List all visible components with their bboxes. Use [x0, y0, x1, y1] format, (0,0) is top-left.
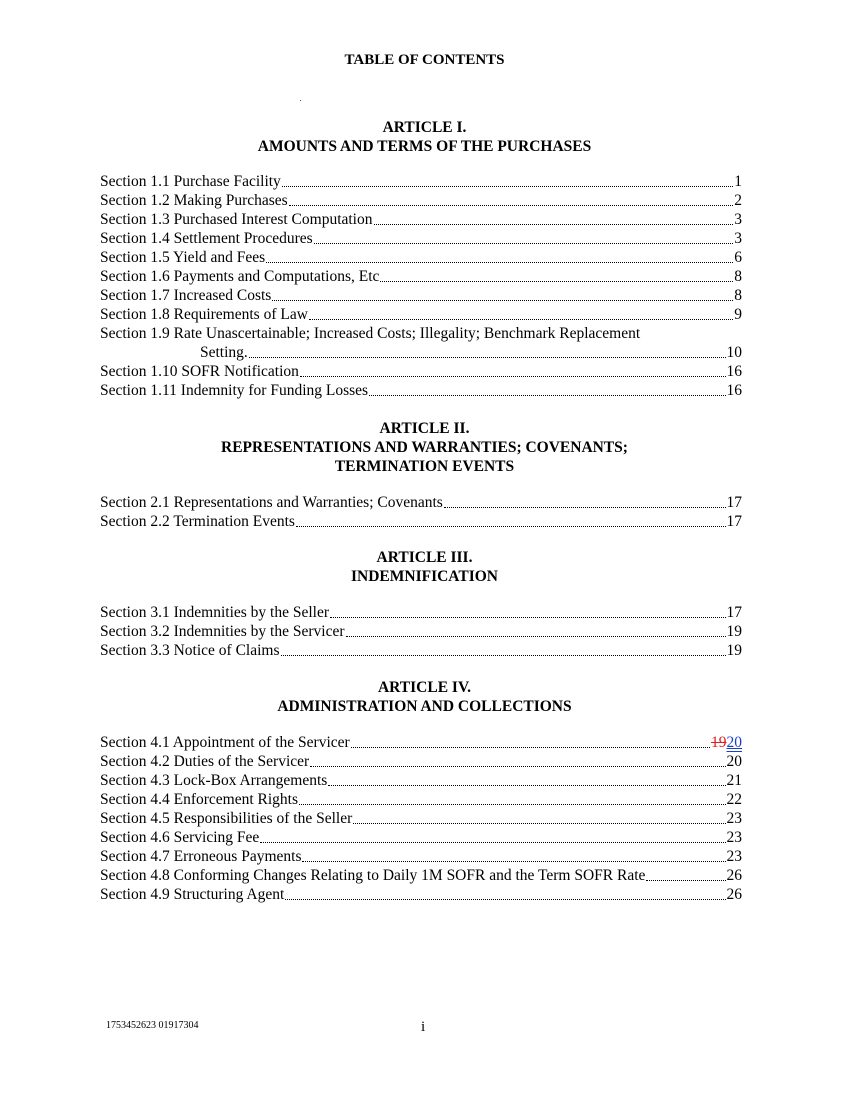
- toc-entry-label: Section 4.5 Responsibilities of the Seller: [100, 810, 353, 827]
- toc-entry[interactable]: [100, 641, 742, 660]
- toc-entry-page: 1: [734, 173, 742, 190]
- article-title: AMOUNTS AND TERMS OF THE PURCHASES: [257, 138, 592, 155]
- toc-entry-page: 8: [734, 268, 742, 285]
- article-title-continued: TERMINATION EVENTS: [334, 458, 515, 475]
- dot-leader: [646, 879, 725, 881]
- toc-entry[interactable]: [100, 771, 742, 790]
- article-title: ADMINISTRATION AND COLLECTIONS: [277, 698, 572, 715]
- toc-entry-label: Section 3.1 Indemnities by the Seller: [100, 604, 330, 621]
- toc-entry-page: 26: [726, 867, 742, 884]
- toc-entry[interactable]: [100, 512, 742, 531]
- article-number: ARTICLE IV.: [377, 679, 472, 696]
- toc-entry-page: 23: [726, 829, 742, 846]
- toc-entry-page: 17: [726, 604, 742, 621]
- toc-entry-label: Section 1.2 Making Purchases: [100, 192, 288, 209]
- toc-entry-page: 16: [726, 363, 742, 380]
- article-number: ARTICLE III.: [376, 549, 473, 566]
- dot-leader: [300, 375, 726, 377]
- page-title: TABLE OF CONTENTS: [344, 52, 505, 68]
- article-number: ARTICLE I.: [382, 119, 467, 136]
- toc-entry-label: Section 4.8 Conforming Changes Relating to Daily 1M SOFR and the Term SOFR Rate: [100, 867, 646, 884]
- toc-entry-page: 2: [734, 192, 742, 209]
- dot-leader: [330, 616, 725, 618]
- dot-leader: [281, 654, 726, 656]
- toc-entry-label: Section 2.2 Termination Events: [100, 513, 295, 530]
- toc-entry-label: Section 1.8 Requirements of Law: [100, 306, 308, 323]
- toc-entry[interactable]: [100, 603, 742, 622]
- article-3-entries: [100, 603, 742, 660]
- toc-entry[interactable]: [100, 809, 742, 828]
- article-1-heading: [0, 118, 849, 156]
- toc-entry[interactable]: [100, 172, 742, 191]
- toc-entry-label: Section 1.5 Yield and Fees: [100, 249, 266, 266]
- dot-leader: [249, 356, 726, 358]
- dot-leader: [380, 280, 733, 282]
- toc-entry-label: Section 1.4 Settlement Procedures: [100, 230, 313, 247]
- dot-leader: [310, 765, 725, 767]
- toc-entry-page: 17: [726, 494, 742, 511]
- dot-leader: [346, 635, 726, 637]
- toc-entry-label: Section 1.1 Purchase Facility: [100, 173, 281, 190]
- toc-entry[interactable]: [100, 847, 742, 866]
- toc-entry[interactable]: [100, 267, 742, 286]
- toc-entry-page: 8: [734, 287, 742, 304]
- article-2-entries: [100, 493, 742, 531]
- page-number: i: [421, 1019, 426, 1035]
- article-4-heading: [0, 678, 849, 716]
- toc-entry-page: 19: [726, 642, 742, 659]
- document-id: 1753452623 01917304: [106, 1020, 199, 1031]
- toc-entry-page: 10: [726, 344, 742, 361]
- toc-entry-page: 20: [726, 753, 742, 770]
- toc-entry[interactable]: [100, 229, 742, 248]
- dot-leader: [374, 223, 734, 225]
- toc-entry[interactable]: [100, 866, 742, 885]
- dot-leader: [302, 860, 725, 862]
- article-2-heading: [0, 419, 849, 476]
- toc-entry-page-tracked: [711, 733, 742, 752]
- toc-entry-page: 23: [726, 848, 742, 865]
- toc-entry-page: 9: [734, 306, 742, 323]
- inserted-page-number: 20: [726, 734, 742, 751]
- toc-entry-page: 3: [734, 230, 742, 247]
- toc-entry[interactable]: [100, 790, 742, 809]
- article-3-heading: [0, 548, 849, 586]
- dot-leader: [260, 841, 725, 843]
- toc-entry-label: Section 1.11 Indemnity for Funding Losses: [100, 382, 369, 399]
- toc-entry-label: Section 4.2 Duties of the Servicer: [100, 753, 310, 770]
- toc-entry-page: 22: [726, 791, 742, 808]
- toc-entry[interactable]: [100, 381, 742, 400]
- toc-entry-page: 17: [726, 513, 742, 530]
- dot-leader: [328, 784, 725, 786]
- dot-leader: [285, 898, 725, 900]
- toc-entry-label: Section 4.3 Lock-Box Arrangements: [100, 772, 328, 789]
- dot-leader: [351, 746, 710, 748]
- toc-entry[interactable]: [100, 362, 742, 381]
- dot-leader: [266, 261, 733, 263]
- toc-entry-label: Section 2.1 Representations and Warranties; Covenants: [100, 494, 443, 511]
- article-title: REPRESENTATIONS AND WARRANTIES; COVENANTS;: [221, 439, 628, 456]
- toc-entry[interactable]: [100, 248, 742, 267]
- stray-mark: [300, 100, 301, 101]
- toc-entry-label: Section 4.4 Enforcement Rights: [100, 791, 299, 808]
- toc-entry[interactable]: [100, 191, 742, 210]
- dot-leader: [353, 822, 725, 824]
- toc-entry-label: Section 1.7 Increased Costs: [100, 287, 272, 304]
- toc-entry-page: 26: [726, 886, 742, 903]
- article-4-entries: [100, 733, 742, 904]
- toc-entry-page: 21: [726, 772, 742, 789]
- toc-entry-label: Section 1.9 Rate Unascertainable; Increased Costs; Illegality; Benchmark Replacement: [100, 325, 641, 342]
- dot-leader: [369, 394, 725, 396]
- toc-entry-label-continued: Setting.: [200, 344, 248, 361]
- toc-entry[interactable]: [100, 885, 742, 904]
- toc-entry-label: Section 1.6 Payments and Computations, Etc: [100, 268, 380, 285]
- deleted-page-number: 19: [711, 734, 727, 751]
- dot-leader: [296, 525, 726, 527]
- toc-entry-page: 3: [734, 211, 742, 228]
- toc-entry-label: Section 4.6 Servicing Fee: [100, 829, 260, 846]
- toc-entry-page: 23: [726, 810, 742, 827]
- toc-entry-label: Section 3.2 Indemnities by the Servicer: [100, 623, 345, 640]
- toc-entry-label: Section 4.7 Erroneous Payments: [100, 848, 302, 865]
- dot-leader: [309, 318, 733, 320]
- toc-entry-page: 16: [726, 382, 742, 399]
- toc-entry-page: 19: [726, 623, 742, 640]
- dot-leader: [289, 204, 734, 206]
- toc-entry[interactable]: [100, 733, 742, 752]
- article-number: ARTICLE II.: [379, 420, 470, 437]
- toc-entry-label: Section 4.9 Structuring Agent: [100, 886, 285, 903]
- toc-entry-label: Section 1.10 SOFR Notification: [100, 363, 299, 380]
- article-title: INDEMNIFICATION: [351, 568, 498, 585]
- dot-leader: [444, 506, 726, 508]
- dot-leader: [282, 185, 733, 187]
- toc-entry-label: Section 3.3 Notice of Claims: [100, 642, 280, 659]
- toc-entry[interactable]: [100, 286, 742, 305]
- toc-entry[interactable]: [100, 324, 742, 362]
- toc-entry-label: Section 1.3 Purchased Interest Computation: [100, 211, 373, 228]
- toc-entry[interactable]: [100, 305, 742, 324]
- toc-entry[interactable]: [100, 622, 742, 641]
- article-1-entries: [100, 172, 742, 400]
- toc-entry[interactable]: [100, 210, 742, 229]
- toc-entry-page: 6: [734, 249, 742, 266]
- dot-leader: [314, 242, 734, 244]
- toc-entry-label: Section 4.1 Appointment of the Servicer: [100, 734, 350, 751]
- dot-leader: [299, 803, 725, 805]
- toc-entry[interactable]: [100, 752, 742, 771]
- toc-entry[interactable]: [100, 828, 742, 847]
- toc-entry[interactable]: [100, 493, 742, 512]
- dot-leader: [272, 299, 733, 301]
